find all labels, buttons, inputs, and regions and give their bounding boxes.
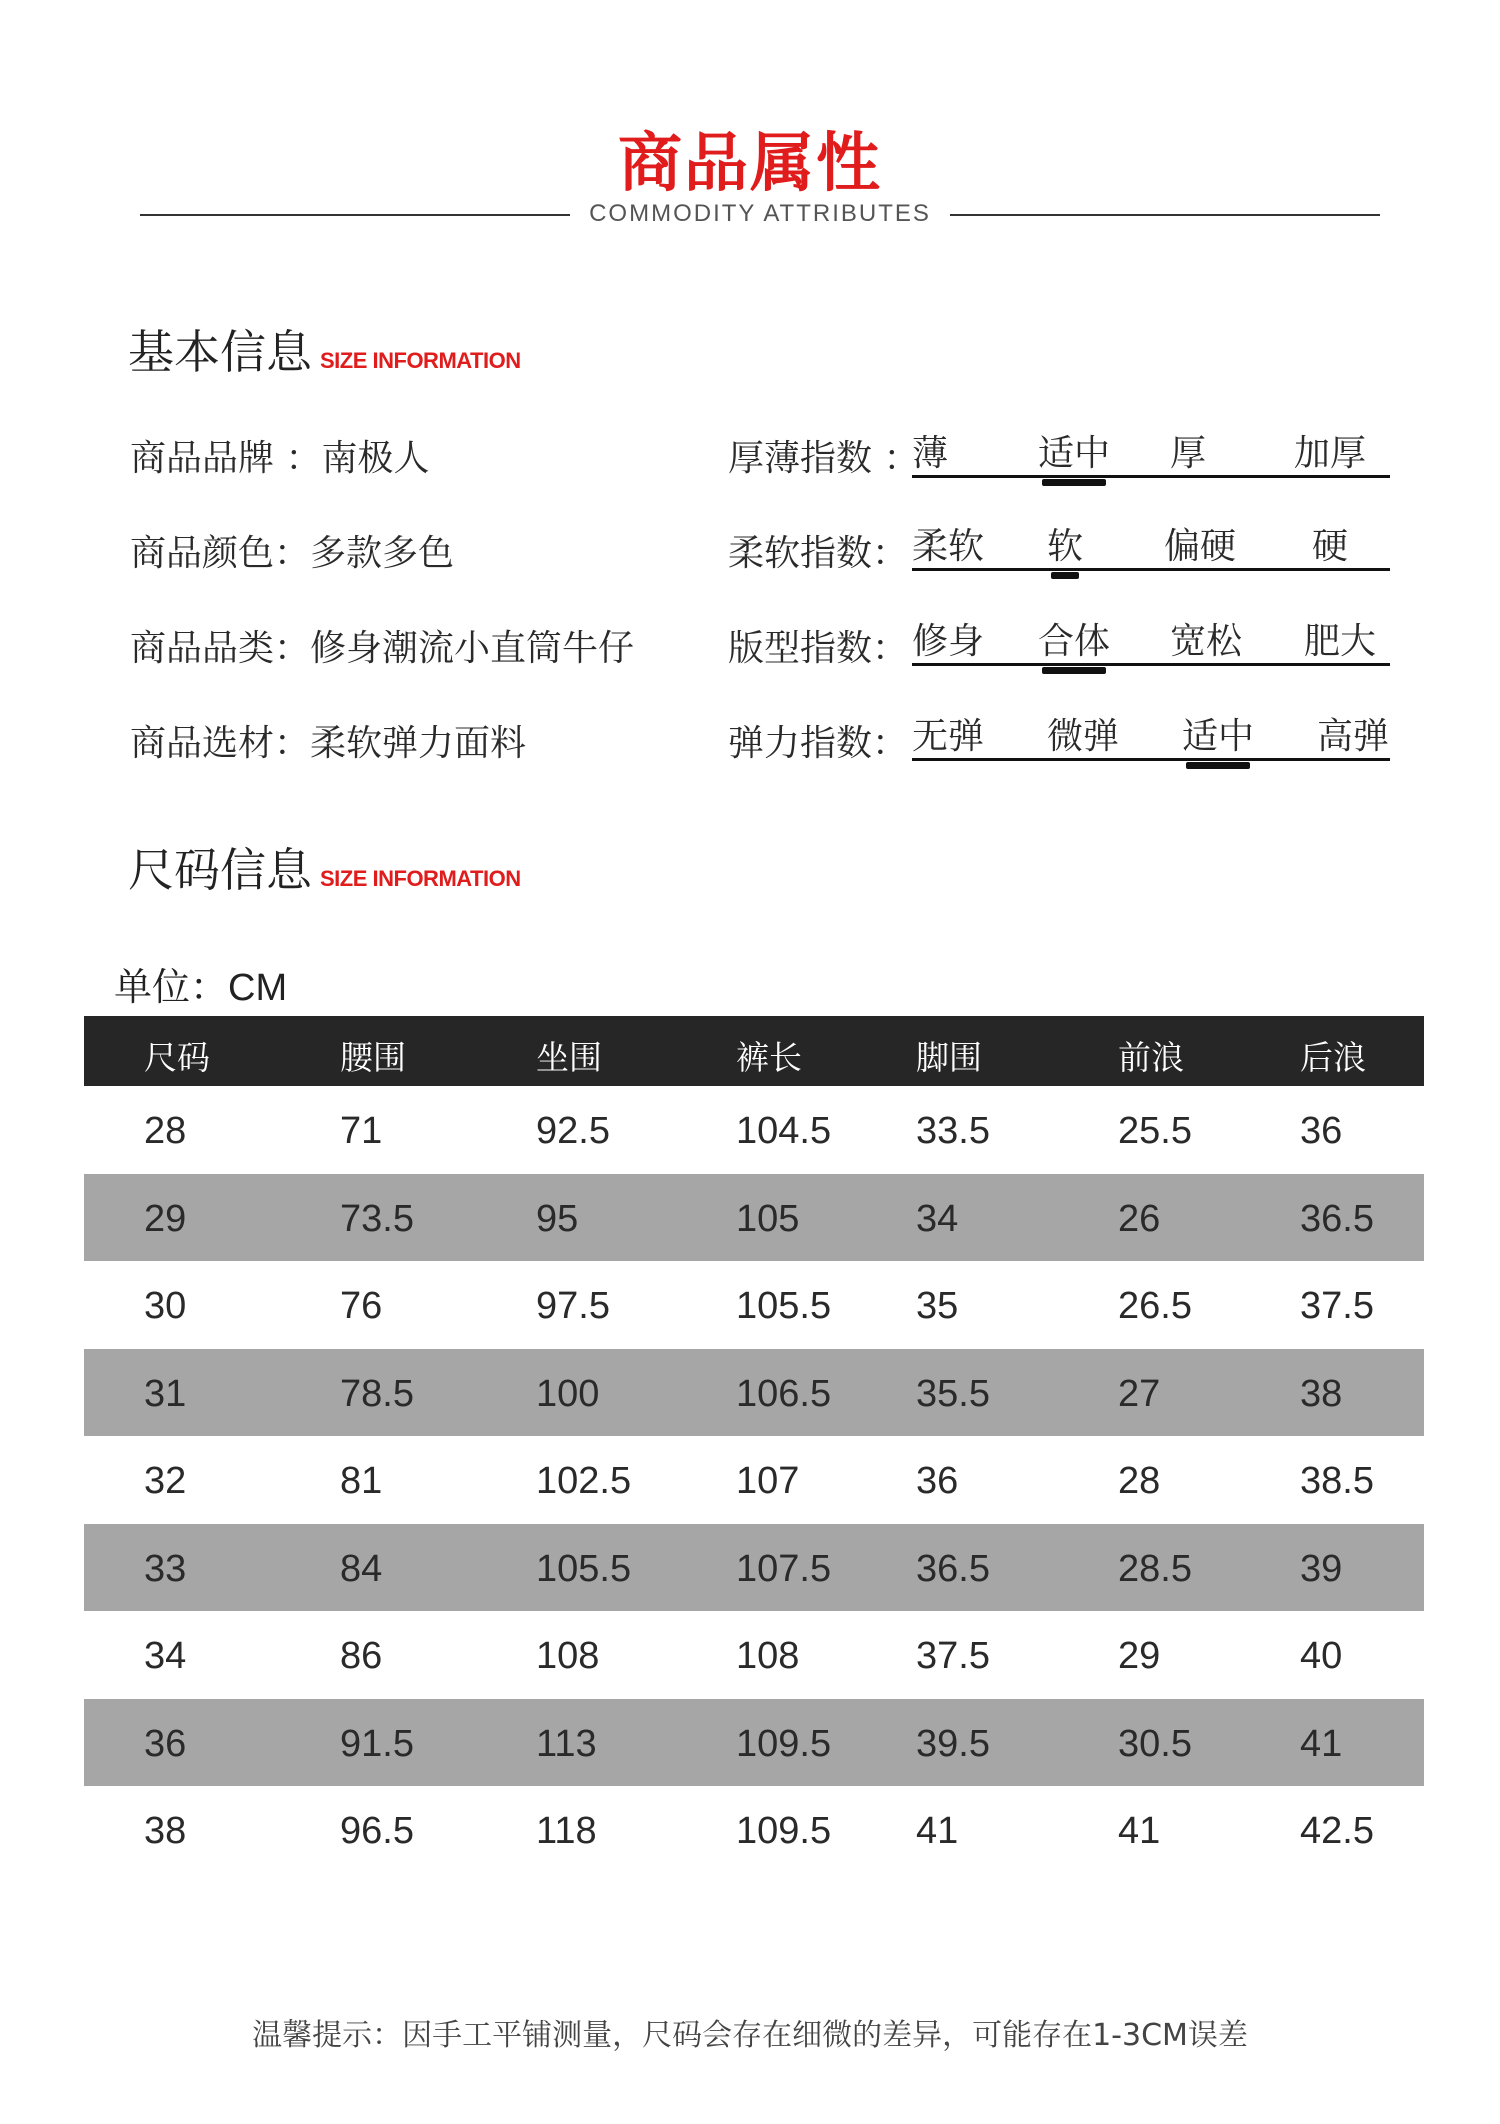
table-cell: 108 xyxy=(536,1635,600,1677)
index-option: 宽松 xyxy=(1170,621,1243,662)
index-option: 适中 xyxy=(1038,425,1110,476)
index-option: 偏硬 xyxy=(1164,526,1237,567)
info-color: 商品颜色：多款多色 xyxy=(130,533,455,574)
table-cell: 37.5 xyxy=(916,1635,990,1677)
table-row xyxy=(84,1436,1424,1524)
table-row xyxy=(84,1261,1424,1349)
column-header: 前浪 xyxy=(1118,1038,1184,1077)
table-row xyxy=(84,1524,1424,1612)
table-cell: 97.5 xyxy=(536,1285,610,1327)
table-row xyxy=(84,1611,1424,1699)
table-cell: 96.5 xyxy=(340,1810,414,1852)
index-option: 硬 xyxy=(1312,526,1349,567)
table-cell: 26 xyxy=(1118,1197,1161,1240)
table-cell: 28 xyxy=(144,1110,187,1152)
index-option: 无弹 xyxy=(912,716,985,757)
index-stretch-track xyxy=(912,708,1390,761)
info-material: 商品选材：柔软弹力面料 xyxy=(130,723,527,764)
table-cell: 81 xyxy=(340,1460,383,1502)
index-option: 适中 xyxy=(1182,708,1254,759)
table-cell: 38 xyxy=(144,1810,187,1852)
index-stretch-label: 弹力指数： xyxy=(728,723,909,764)
column-header: 脚围 xyxy=(916,1038,982,1077)
table-cell: 29 xyxy=(1118,1635,1161,1677)
table-cell: 39 xyxy=(1300,1547,1343,1590)
info-brand: 商品品牌 ：南极人 xyxy=(130,438,430,479)
table-cell: 34 xyxy=(916,1197,959,1240)
table-cell: 109.5 xyxy=(736,1810,832,1852)
table-cell: 84 xyxy=(340,1547,383,1590)
table-cell: 105 xyxy=(736,1197,800,1240)
table-cell: 28 xyxy=(1118,1460,1161,1502)
size-table-body xyxy=(84,1086,1424,1874)
index-option: 加厚 xyxy=(1294,433,1367,474)
table-cell: 105.5 xyxy=(736,1285,832,1327)
unit-value: CM xyxy=(228,967,288,1009)
table-cell: 33 xyxy=(144,1547,187,1590)
table-cell: 36 xyxy=(144,1722,187,1765)
table-cell: 92.5 xyxy=(536,1110,610,1152)
size-info-heading xyxy=(128,834,521,900)
table-cell: 42.5 xyxy=(1300,1810,1374,1852)
table-cell: 36 xyxy=(916,1460,959,1502)
table-row xyxy=(84,1699,1424,1787)
table-cell: 40 xyxy=(1300,1635,1343,1677)
table-cell: 100 xyxy=(536,1372,600,1415)
table-cell: 33.5 xyxy=(916,1110,990,1152)
index-fit-label: 版型指数： xyxy=(728,628,909,669)
table-cell: 107 xyxy=(736,1460,800,1502)
table-cell: 109.5 xyxy=(736,1722,832,1765)
size-info-title: 尺码信息 xyxy=(128,843,312,897)
index-option: 微弹 xyxy=(1047,716,1120,757)
table-cell: 41 xyxy=(916,1810,959,1852)
table-cell: 27 xyxy=(1118,1372,1161,1415)
table-cell: 36.5 xyxy=(1300,1197,1374,1240)
table-cell: 91.5 xyxy=(340,1722,414,1765)
table-cell: 41 xyxy=(1300,1722,1343,1765)
table-cell: 113 xyxy=(536,1722,597,1765)
table-cell: 106.5 xyxy=(736,1372,832,1415)
table-cell: 104.5 xyxy=(736,1110,832,1152)
index-thickness-label: 厚薄指数 ： xyxy=(728,438,920,479)
table-cell: 32 xyxy=(144,1460,187,1502)
table-cell: 41 xyxy=(1118,1810,1161,1852)
index-softness-label: 柔软指数： xyxy=(728,533,909,574)
table-cell: 30.5 xyxy=(1118,1722,1192,1765)
table-row xyxy=(84,1086,1424,1174)
basic-info-title: 基本信息 xyxy=(128,325,312,379)
page-title: 商品属性 xyxy=(618,127,882,201)
index-option: 高弹 xyxy=(1317,716,1390,757)
basic-info-heading xyxy=(128,316,521,382)
table-cell: 102.5 xyxy=(536,1460,632,1502)
measurement-tip: 温馨提示：因手工平铺测量，尺码会存在细微的差异，可能存在1-3CM误差 xyxy=(252,2018,1248,2053)
table-cell: 78.5 xyxy=(340,1372,414,1415)
size-table xyxy=(84,1016,1424,1874)
table-cell: 35.5 xyxy=(916,1372,990,1415)
table-cell: 118 xyxy=(536,1810,597,1852)
index-option: 柔软 xyxy=(912,526,985,567)
page-subtitle: COMMODITY ATTRIBUTES xyxy=(589,200,931,227)
table-cell: 26.5 xyxy=(1118,1285,1192,1327)
unit-label xyxy=(114,956,287,1011)
table-cell: 86 xyxy=(340,1635,383,1677)
table-cell: 38 xyxy=(1300,1372,1343,1415)
column-header: 坐围 xyxy=(536,1038,602,1077)
size-table-header xyxy=(84,1016,1424,1086)
index-option: 软 xyxy=(1047,518,1083,569)
index-option: 合体 xyxy=(1038,613,1110,664)
table-cell: 35 xyxy=(916,1285,959,1327)
table-cell: 37.5 xyxy=(1300,1285,1374,1327)
size-info-subtitle: SIZE INFORMATION xyxy=(320,866,521,891)
index-option: 修身 xyxy=(912,621,985,662)
table-cell: 38.5 xyxy=(1300,1460,1374,1502)
index-thickness-track xyxy=(912,425,1390,478)
table-cell: 36 xyxy=(1300,1110,1343,1152)
table-cell: 95 xyxy=(536,1197,579,1240)
table-cell: 39.5 xyxy=(916,1722,990,1765)
column-header: 腰围 xyxy=(340,1038,406,1077)
table-cell: 31 xyxy=(144,1372,187,1415)
table-row xyxy=(84,1786,1424,1874)
index-option: 薄 xyxy=(912,433,949,474)
table-cell: 76 xyxy=(340,1285,383,1327)
table-cell: 30 xyxy=(144,1285,187,1327)
table-cell: 108 xyxy=(736,1635,800,1677)
table-cell: 73.5 xyxy=(340,1197,414,1240)
table-row xyxy=(84,1174,1424,1262)
column-header: 裤长 xyxy=(736,1038,802,1077)
index-fit-track xyxy=(912,613,1390,666)
table-cell: 34 xyxy=(144,1635,187,1677)
table-cell: 36.5 xyxy=(916,1547,990,1590)
subtitle-row xyxy=(140,200,1380,230)
index-softness-track xyxy=(912,518,1390,571)
info-category: 商品品类：修身潮流小直筒牛仔 xyxy=(130,628,635,669)
index-option: 肥大 xyxy=(1304,621,1377,662)
unit-prefix: 单位： xyxy=(114,965,229,1009)
table-cell: 25.5 xyxy=(1118,1110,1192,1152)
basic-info-subtitle: SIZE INFORMATION xyxy=(320,348,521,373)
column-header: 尺码 xyxy=(144,1038,210,1077)
table-cell: 107.5 xyxy=(736,1547,832,1590)
column-header: 后浪 xyxy=(1300,1038,1366,1077)
table-row xyxy=(84,1349,1424,1437)
divider-right xyxy=(950,214,1380,216)
table-cell: 29 xyxy=(144,1197,187,1240)
index-option: 厚 xyxy=(1170,433,1207,474)
table-cell: 28.5 xyxy=(1118,1547,1192,1590)
table-cell: 71 xyxy=(340,1110,383,1152)
table-cell: 105.5 xyxy=(536,1547,632,1590)
